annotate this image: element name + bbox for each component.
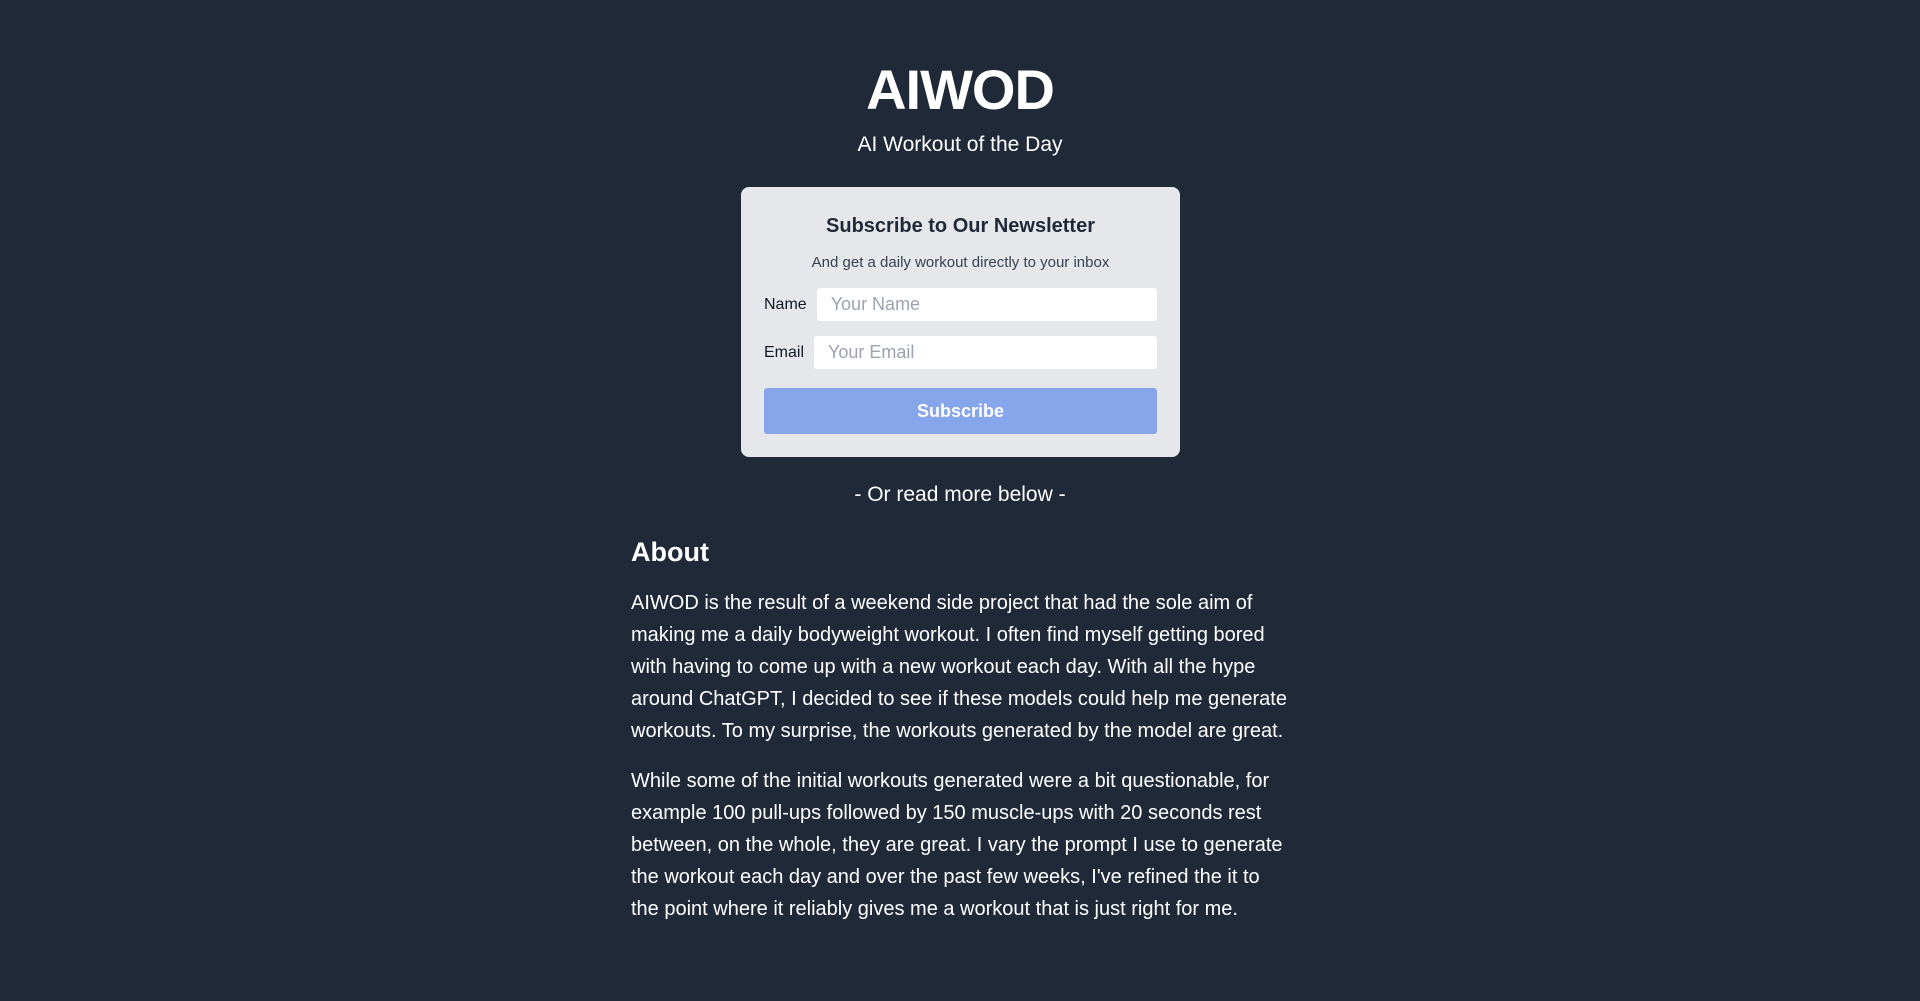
newsletter-description: And get a daily workout directly to your inbox: [811, 254, 1110, 271]
subscribe-button[interactable]: Subscribe: [764, 388, 1157, 434]
site-subtitle: AI Workout of the Day: [857, 133, 1063, 156]
about-section: [631, 534, 1291, 943]
name-row: [764, 288, 1157, 321]
email-label: Email: [764, 343, 805, 361]
newsletter-card: [741, 187, 1180, 457]
site-title: AIWOD: [866, 58, 1054, 121]
name-label: Name: [764, 295, 807, 313]
about-heading: About: [631, 537, 709, 567]
email-row: [764, 336, 1157, 369]
email-input[interactable]: [814, 336, 1157, 369]
about-paragraph-2: While some of the initial workouts generated were a bit questionable, for example 100 pull-ups followed by 150 muscle-ups with 20 seconds rest between, on the whole, they are great. I vary the prompt I use to generate the workout each day and over the past few weeks, I've refined the it to the point where it reliably gives me a workout that is just right for me.: [631, 770, 1283, 920]
newsletter-title: Subscribe to Our Newsletter: [826, 215, 1095, 237]
name-input[interactable]: [817, 288, 1157, 321]
read-more-divider: - Or read more below -: [854, 483, 1066, 506]
about-paragraph-1: AIWOD is the result of a weekend side project that had the sole aim of making me a daily bodyweight workout. I often find myself getting bored with having to come up with a new workout each day. With all the hype around ChatGPT, I decided to see if these models could help me generate workouts. To my surprise, the workouts generated by the model are great.: [631, 592, 1287, 742]
